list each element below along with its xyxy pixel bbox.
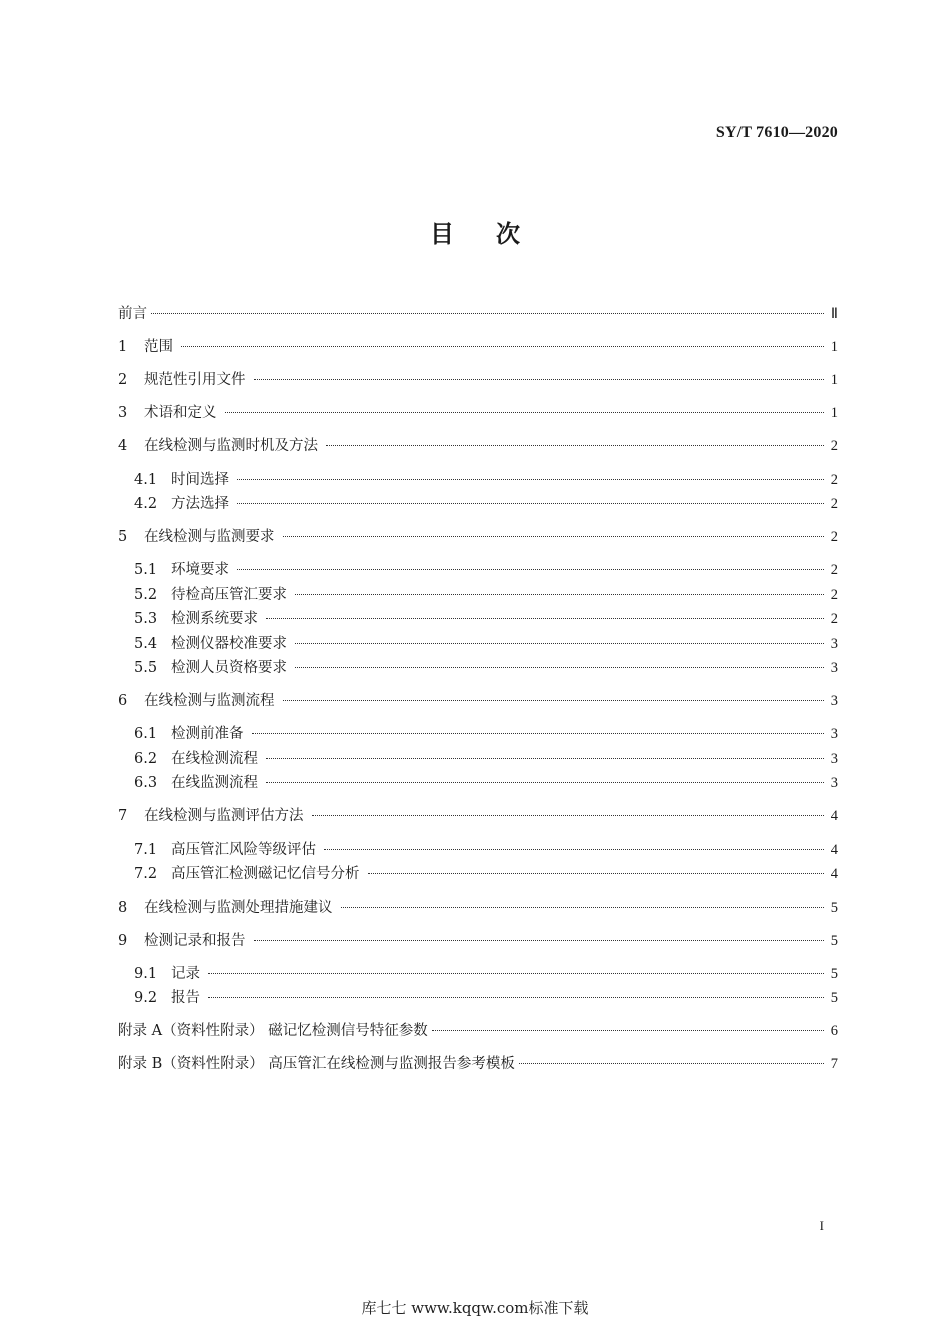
toc-entry[interactable] — [134, 749, 838, 769]
toc-entry-number: 9.1 — [134, 966, 158, 982]
toc-entry-page: 5 — [830, 990, 838, 1006]
toc-entry-number: 6.1 — [134, 726, 158, 742]
toc-entry-page: 4 — [830, 866, 838, 882]
toc-entry-number: 6.3 — [134, 775, 158, 791]
watermark-text: 库七七 www.kqqw.com标准下载 — [361, 1299, 589, 1317]
dot-leader — [283, 700, 825, 701]
toc-entry-page: 3 — [830, 775, 838, 791]
toc-entry-page: 2 — [830, 562, 838, 578]
toc-entry-number: 6 — [118, 693, 128, 709]
dot-leader — [283, 536, 825, 537]
toc-entry[interactable] — [134, 470, 838, 490]
toc-entry-label: 规范性引用文件 — [144, 372, 246, 388]
dot-leader — [225, 412, 825, 413]
toc-entry-page: 2 — [830, 587, 838, 603]
toc-entry-number: 7.1 — [134, 842, 158, 858]
dot-leader — [252, 733, 825, 734]
toc-entry-page: 2 — [830, 611, 838, 627]
toc-entry-number: 9.2 — [134, 990, 158, 1006]
standard-code: SY/T 7610—2020 — [715, 124, 838, 141]
toc-entry-label: 附录 A（资料性附录） 磁记忆检测信号特征参数 — [118, 1023, 428, 1039]
toc-entry[interactable] — [134, 585, 838, 605]
toc-entry-label: 检测人员资格要求 — [171, 660, 287, 676]
toc-entry-number: 5.5 — [134, 660, 158, 676]
toc-entry-label: 范围 — [144, 339, 173, 355]
dot-leader — [266, 782, 824, 783]
dot-leader — [237, 503, 824, 504]
dot-leader — [312, 815, 825, 816]
toc-entry[interactable] — [118, 370, 838, 390]
toc-entry-page: 1 — [830, 339, 838, 355]
toc-entry[interactable] — [134, 658, 838, 678]
toc-entry[interactable] — [118, 1054, 838, 1074]
toc-entry-page: 2 — [830, 472, 838, 488]
toc-entry[interactable] — [134, 560, 838, 580]
dot-leader — [254, 940, 825, 941]
dot-leader — [237, 479, 824, 480]
toc-entry-label: 检测系统要求 — [171, 611, 258, 627]
dot-leader — [341, 907, 825, 908]
toc-entry-label: 记录 — [171, 966, 200, 982]
toc-entry[interactable] — [134, 494, 838, 514]
toc-entry[interactable] — [134, 634, 838, 654]
toc-entry[interactable] — [118, 527, 838, 547]
dot-leader — [295, 643, 824, 644]
toc-entry-number: 5.1 — [134, 562, 158, 578]
toc-entry-number: 5.3 — [134, 611, 158, 627]
toc-entry-label: 在线检测与监测处理措施建议 — [144, 900, 333, 916]
toc-entry-page: 7 — [830, 1056, 838, 1072]
toc-entry-label: 在线检测与监测时机及方法 — [144, 438, 318, 454]
toc-entry-page: 3 — [830, 660, 838, 676]
toc-entry-page: Ⅱ — [830, 306, 838, 322]
toc-entry-label: 检测记录和报告 — [144, 933, 246, 949]
toc-entry-label: 前言 — [118, 306, 147, 322]
toc-entry[interactable] — [134, 864, 838, 884]
toc-entry-label: 在线检测与监测评估方法 — [144, 808, 304, 824]
dot-leader — [324, 849, 824, 850]
dot-leader — [208, 973, 824, 974]
toc-entry-page: 1 — [830, 405, 838, 421]
toc-entry[interactable] — [134, 724, 838, 744]
toc-entry-number: 5.2 — [134, 587, 158, 603]
dot-leader — [181, 346, 824, 347]
toc-entry-label: 时间选择 — [171, 472, 229, 488]
toc-entry-label: 附录 B（资料性附录） 高压管汇在线检测与监测报告参考模板 — [118, 1056, 515, 1072]
toc-entry-label: 检测仪器校准要求 — [171, 636, 287, 652]
toc-entry[interactable] — [118, 436, 838, 456]
toc-entry-label: 待检高压管汇要求 — [171, 587, 287, 603]
toc-entry[interactable] — [118, 931, 838, 951]
toc-entry-page: 1 — [830, 372, 838, 388]
toc-entry-number: 3 — [118, 405, 128, 421]
dot-leader — [368, 873, 825, 874]
toc-entry-page: 5 — [830, 966, 838, 982]
toc-entry[interactable] — [134, 988, 838, 1008]
toc-entry-number: 5 — [118, 529, 128, 545]
toc-entry-number: 7 — [118, 808, 128, 824]
toc-entry[interactable] — [118, 304, 838, 324]
dot-leader — [266, 618, 824, 619]
toc-entry-label: 方法选择 — [171, 496, 229, 512]
dot-leader — [266, 758, 824, 759]
toc-entry-label: 高压管汇检测磁记忆信号分析 — [171, 866, 360, 882]
toc-entry-number: 7.2 — [134, 866, 158, 882]
toc-entry-number: 1 — [118, 339, 128, 355]
toc-entry-page: 4 — [830, 808, 838, 824]
toc-entry-label: 在线检测与监测要求 — [144, 529, 275, 545]
dot-leader — [151, 313, 824, 314]
dot-leader — [237, 569, 824, 570]
toc-entry-label: 在线监测流程 — [171, 775, 258, 791]
toc-entry[interactable] — [118, 1021, 838, 1041]
toc-entry-number: 4.2 — [134, 496, 158, 512]
dot-leader — [519, 1063, 824, 1064]
toc-entry-page: 3 — [830, 726, 838, 742]
toc-entry[interactable] — [118, 403, 838, 423]
toc-entry[interactable] — [118, 337, 838, 357]
toc-entry-label: 检测前准备 — [171, 726, 244, 742]
page-number: I — [819, 1218, 824, 1233]
toc-entry[interactable] — [134, 609, 838, 629]
toc-entry-label: 环境要求 — [171, 562, 229, 578]
toc-entry-page: 3 — [830, 751, 838, 767]
toc-entry-number: 4.1 — [134, 472, 158, 488]
toc-entry-page: 5 — [830, 900, 838, 916]
dot-leader — [254, 379, 825, 380]
toc-entry[interactable] — [118, 806, 838, 826]
toc-entry-label: 在线检测与监测流程 — [144, 693, 275, 709]
toc-entry[interactable] — [118, 898, 838, 918]
toc-entry-page: 2 — [830, 529, 838, 545]
toc-entry-page: 6 — [830, 1023, 838, 1039]
dot-leader — [295, 667, 824, 668]
toc-entry-number: 8 — [118, 900, 128, 916]
dot-leader — [326, 445, 824, 446]
toc-entry-label: 报告 — [171, 990, 200, 1006]
toc-entry-page: 2 — [830, 438, 838, 454]
toc-entry-number: 9 — [118, 933, 128, 949]
dot-leader — [208, 997, 824, 998]
toc-entry[interactable] — [134, 773, 838, 793]
toc-entry-page: 3 — [830, 693, 838, 709]
toc-entry-page: 4 — [830, 842, 838, 858]
dot-leader — [295, 594, 824, 595]
toc-entry-page: 3 — [830, 636, 838, 652]
toc-entry-page: 2 — [830, 496, 838, 512]
toc-entry[interactable] — [134, 964, 838, 984]
toc-entry-number: 4 — [118, 438, 128, 454]
toc-entry-number: 5.4 — [134, 636, 158, 652]
toc-entry[interactable] — [134, 840, 838, 860]
toc-entry-label: 术语和定义 — [144, 405, 217, 421]
toc-entry-number: 6.2 — [134, 751, 158, 767]
dot-leader — [432, 1030, 824, 1031]
toc-entry-number: 2 — [118, 372, 128, 388]
toc-entry-label: 在线检测流程 — [171, 751, 258, 767]
toc-entry[interactable] — [118, 691, 838, 711]
page-title: 目次 — [430, 220, 562, 248]
toc-entry-label: 高压管汇风险等级评估 — [171, 842, 316, 858]
toc-entry-page: 5 — [830, 933, 838, 949]
